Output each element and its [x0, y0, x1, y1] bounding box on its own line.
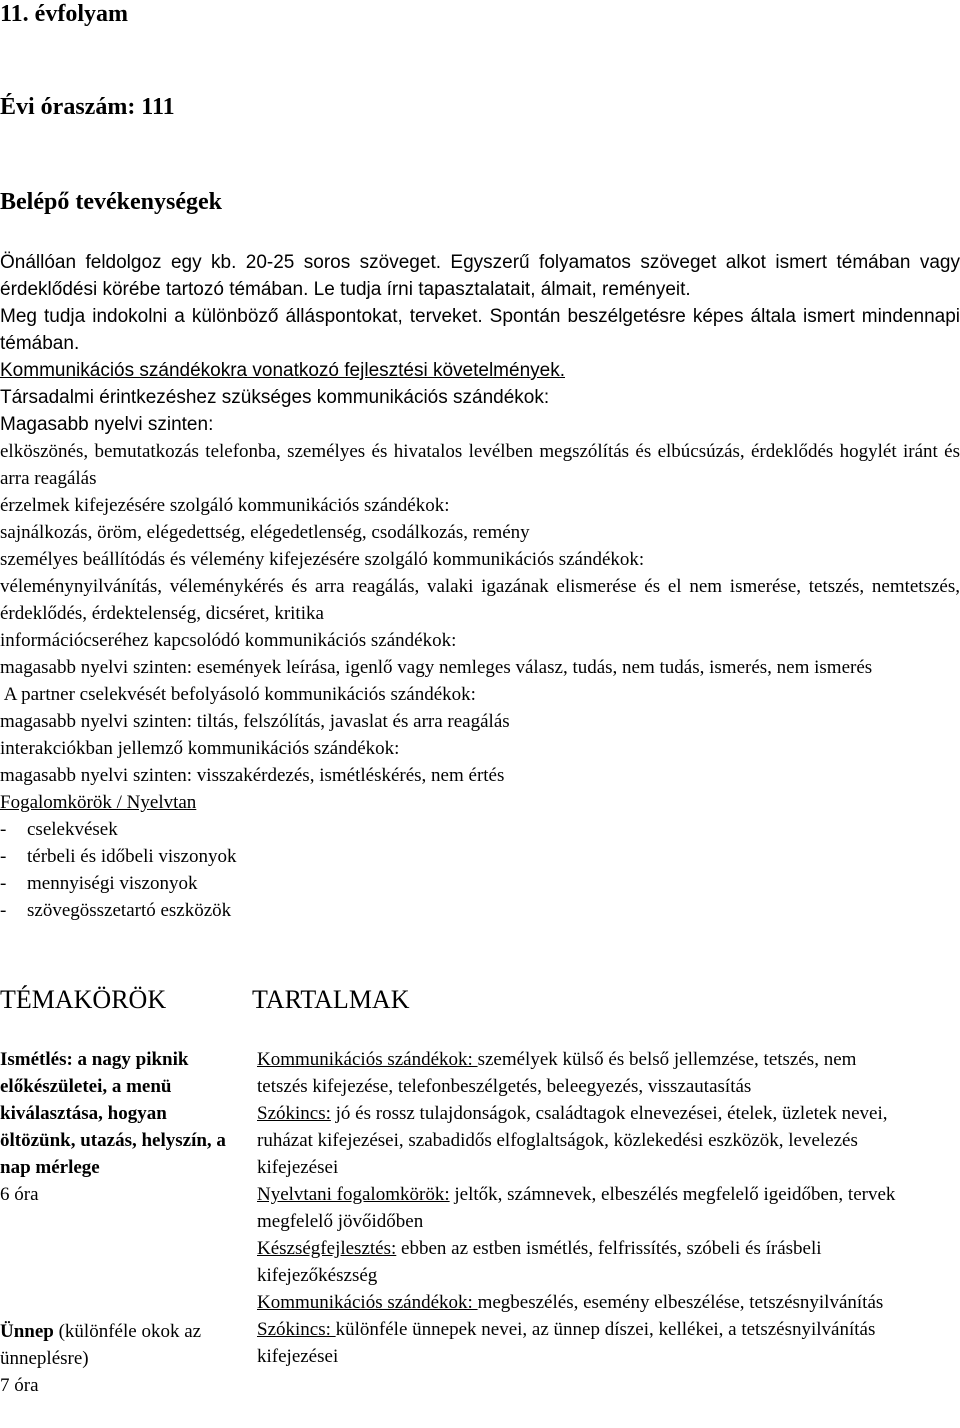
content-label: Szókincs: — [257, 1319, 336, 1340]
topic-hours: 7 óra — [0, 1375, 39, 1396]
interaction-label: interakciókban jellemző kommunikációs szándékok: — [0, 738, 400, 759]
content-paragraph — [257, 1235, 897, 1289]
content-text: jeltők, számnevek, elbeszélés megfelelő igeidőben, tervek megfelelő jövőidőben — [257, 1184, 896, 1232]
interaction-text: magasabb nyelvi szinten: visszakérdezés, ismétléskérés, nem értés — [0, 765, 505, 786]
requirements-title: Kommunikációs szándékokra vonatkozó fejlesztési követelmények. — [0, 360, 565, 381]
content-paragraph — [257, 1316, 897, 1370]
concepts-title: Fogalomkörök / Nyelvtan — [0, 792, 197, 813]
content-text: különféle ünnepek nevei, az ünnep díszei, kellékei, a tetszésnyilvánítás kifejezései — [257, 1319, 876, 1367]
intro-paragraph-1: Önállóan feldolgoz egy kb. 20-25 soros szöveget. Egyszerű folyamatos szöveget alkot ismert témában vagy érdeklődési körébe tartozó témában. Le tudja írni tapasztalatait, álmait, reményeit. — [0, 252, 960, 300]
concept-item-label: szövegösszetartó eszközök — [27, 900, 232, 921]
info-exchange-label: információcseréhez kapcsolódó kommunikációs szándékok: — [0, 630, 457, 651]
content-text: jó és rossz tulajdonságok, családtagok elnevezései, ételek, üzletek nevei, ruházat kifejezései, szabadidős elfoglaltságok, közlekedési eszközök, levelezés kifejezései — [257, 1103, 888, 1178]
topic-title: Ismétlés: a nagy piknik előkészületei, a menü kiválasztása, hogyan öltözünk, utazás, helyszín, a nap mérlege — [0, 1049, 226, 1178]
content-text: személyek külső és belső jellemzése, tetszés, nem tetszés kifejezése, telefonbeszélgetés, beleegyezés, visszautasítás — [257, 1049, 857, 1097]
content-label: Szókincs: — [257, 1103, 331, 1124]
grade-heading: 11. évfolyam — [0, 1, 128, 27]
partner-influence-label: A partner cselekvését befolyásoló kommunikációs szándékok: — [0, 684, 476, 705]
content-label: Kommunikációs szándékok: — [257, 1049, 478, 1070]
emotions-text: sajnálkozás, öröm, elégedettség, elégedetlenség, csodálkozás, remény — [0, 522, 530, 543]
higher-level-label: Magasabb nyelvi szinten: — [0, 414, 214, 435]
topic-review — [0, 1046, 245, 1208]
requirements-body — [0, 249, 960, 924]
content-paragraph — [257, 1181, 897, 1235]
content-text: ebben az estben ismétlés, felfrissítés, szóbeli és írásbeli kifejezőkészség — [257, 1238, 822, 1286]
content-label: Kommunikációs szándékok: — [257, 1292, 478, 1313]
concept-item — [0, 843, 960, 870]
dash-symbol: - — [0, 900, 7, 921]
dash-symbol: - — [0, 819, 7, 840]
topic-hours: 6 óra — [0, 1184, 39, 1205]
annual-hours-heading: Évi óraszám: 111 — [0, 94, 175, 120]
topics-column-header: TÉMAKÖRÖK — [0, 985, 167, 1014]
topic-subtitle: (különféle okok az ünneplésre) — [0, 1321, 202, 1369]
intro-paragraph-2: Meg tudja indokolni a különböző álláspontokat, terveket. Spontán beszélgetésre képes általa ismert mindennapi témában. — [0, 306, 960, 354]
entry-activities-heading: Belépő tevékenységek — [0, 189, 222, 215]
greetings-text: elköszönés, bemutatkozás telefonba, személyes és hivatalos levélben megszólítás és elbúcsúzás, érdeklődés hogylét iránt és arra reagálás — [0, 441, 960, 489]
concept-item — [0, 816, 960, 843]
social-contact-label: Társadalmi érintkezéshez szükséges kommunikációs szándékok: — [0, 387, 550, 408]
concept-item — [0, 897, 960, 924]
topic-holiday — [0, 1318, 245, 1399]
concept-item-label: mennyiségi viszonyok — [27, 873, 198, 894]
info-exchange-text: magasabb nyelvi szinten: események leírása, igenlő vagy nemleges válasz, tudás, nem tudás, ismerés, nem ismerés — [0, 657, 873, 678]
concept-item — [0, 870, 960, 897]
content-label: Készségfejlesztés: — [257, 1238, 397, 1259]
contents-column — [257, 1046, 897, 1370]
opinion-label: személyes beállítódás és vélemény kifejezésére szolgáló kommunikációs szándékok: — [0, 549, 645, 570]
topic-title: Ünnep — [0, 1321, 54, 1342]
partner-influence-text: magasabb nyelvi szinten: tiltás, felszólítás, javaslat és arra reagálás — [0, 711, 510, 732]
content-paragraph — [257, 1289, 897, 1316]
content-label: Nyelvtani fogalomkörök: — [257, 1184, 450, 1205]
content-text: megbeszélés, esemény elbeszélése, tetszésnyilvánítás — [477, 1292, 884, 1313]
content-paragraph — [257, 1100, 897, 1181]
contents-column-header: TARTALMAK — [252, 985, 410, 1014]
dash-symbol: - — [0, 873, 7, 894]
content-paragraph — [257, 1046, 897, 1100]
concept-item-label: térbeli és időbeli viszonyok — [27, 846, 237, 867]
emotions-label: érzelmek kifejezésére szolgáló kommunikációs szándékok: — [0, 495, 450, 516]
opinion-text: véleménynyilvánítás, véleménykérés és arra reagálás, valaki igazának elismerése és el nem ismerése, tetszés, nemtetszés, érdeklődés, érdektelenség, dicséret, kritika — [0, 576, 960, 624]
dash-symbol: - — [0, 846, 7, 867]
concept-item-label: cselekvések — [27, 819, 118, 840]
